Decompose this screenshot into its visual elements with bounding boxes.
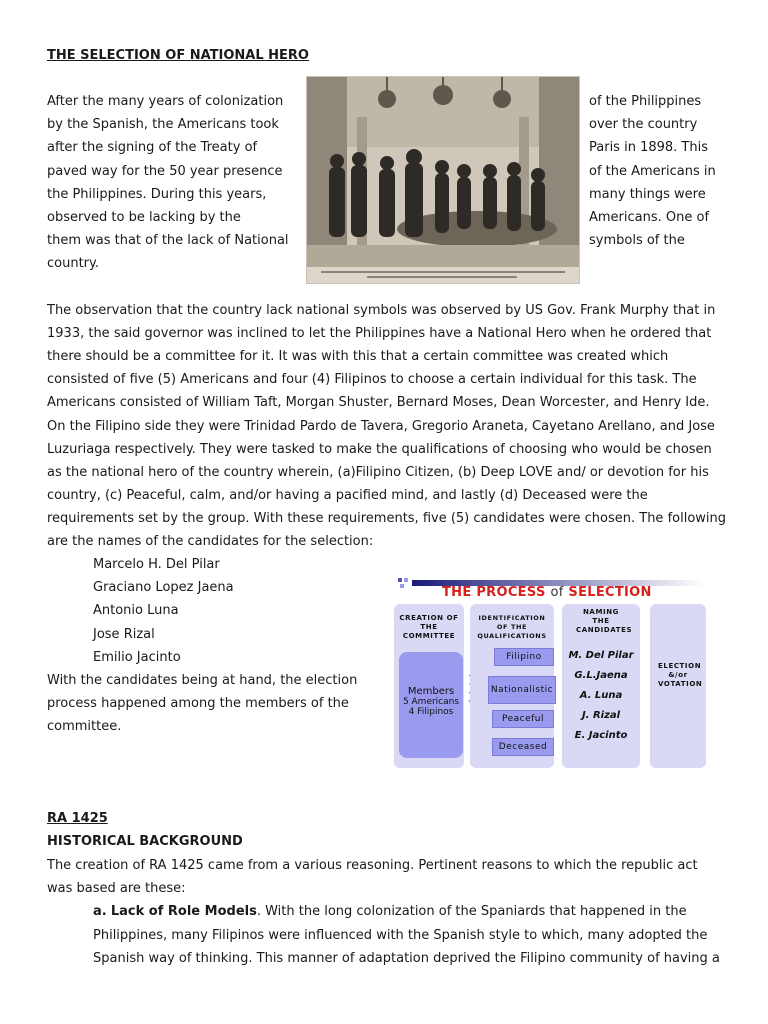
diagram-title-selection: SELECTION [568,585,652,600]
members-box [399,652,463,758]
column-heading: NAMING THE CANDIDATES [576,608,633,634]
qualification-deceased: Deceased [492,738,554,756]
body-line: as the national hero of the country wherein, (a)Filipino Citizen, (b) Deep LOVE and/ or devotion for his [47,465,709,480]
column-heading: CREATION OF THE COMMITTEE [399,614,459,640]
candidate-name: J. Rizal [581,710,621,721]
wrap-left-line: observed to be lacking by the [47,210,241,225]
qualification-filipino: Filipino [494,648,554,666]
process-of-selection-diagram [394,576,710,772]
body-line: Spanish way of thinking. This manner of adaptation deprived the Filipino community of having a [93,951,720,966]
body-line: The observation that the country lack national symbols was observed by US Gov. Frank Murphy that in [47,303,716,318]
diagram-title-process: THE PROCESS [442,585,546,600]
body-line: there should be a committee for it. It was with this that a certain committee was created which [47,349,669,364]
column-qualifications [470,604,554,768]
candidate-item: Jose Rizal [93,627,155,642]
diagram-title-of: of [550,585,564,600]
body-line: 1933, the said governor was inclined to let the Philippines have a National Hero when he ordered that [47,326,712,341]
body-line: With the candidates being at hand, the election [47,673,358,688]
members-americans: 5 Americans [402,697,460,707]
section-subheading: HISTORICAL BACKGROUND [47,834,243,849]
body-line: was based are these: [47,881,186,896]
list-item-label: a. [93,904,107,919]
wrap-right-line: of the Philippines [589,94,702,109]
wrap-left-line: the Philippines. During this years, [47,187,267,202]
column-heading: ELECTION &/or VOTATION [658,662,703,688]
wrap-left-line: paved way for the 50 year presence [47,164,283,179]
candidate-name: A. Luna [579,690,623,701]
column-heading: IDENTIFICATION OF THE QUALIFICATIONS [477,614,547,640]
diagram-title [442,585,652,600]
wrap-right-line: Americans. One of [589,210,710,225]
candidate-item: Marcelo H. Del Pilar [93,557,220,572]
list-item-text: . With the long colonization of the Spaniards that happened in the [256,904,687,919]
wrap-left-line: After the many years of colonization [47,94,284,109]
wrap-right-line: over the country [589,117,698,132]
treaty-signing-engraving [306,76,580,284]
list-item-title: Lack of Role Models [110,904,257,919]
wrap-right-line: symbols of the [589,233,685,248]
body-line: country, (c) Peaceful, calm, and/or having a pacified mind, and lastly (d) Deceased were the [47,488,648,503]
column-candidates [562,604,640,768]
body-line: On the Filipino side they were Trinidad Pardo de Tavera, Gregorio Araneta, Cayetano Arellano, and Jose [47,419,715,434]
body-line: The creation of RA 1425 came from a various reasoning. Pertinent reasons to which the republic act [47,858,698,873]
body-line: process happened among the members of the [47,696,349,711]
wrap-right-line: many things were [589,187,706,202]
wrap-left-line: country. [47,256,99,271]
document-title: THE SELECTION OF NATIONAL HERO [47,48,309,63]
body-line: Luzuriaga respectively. They were tasked to make the qualifications of choosing who would be chosen [47,442,712,457]
members-title: Members [407,686,455,697]
wrap-left-line: after the signing of the Treaty of [47,140,258,155]
wrap-left-line: them was that of the lack of National [47,233,289,248]
wrap-right-line: Paris in 1898. This [589,140,708,155]
wrap-right-line: of the Americans in [589,164,716,179]
body-line: Philippines, many Filipinos were influenced with the Spanish style to which, many adopted the [93,928,708,943]
section-heading: RA 1425 [47,811,108,826]
candidate-item: Antonio Luna [93,603,179,618]
candidate-item: Emilio Jacinto [93,650,181,665]
body-line: Americans consisted of William Taft, Morgan Shuster, Bernard Moses, Dean Worcester, and Henry Ide. [47,395,710,410]
column-creation [394,604,464,768]
qualification-nationalistic: Nationalistic [488,676,556,704]
members-filipinos: 4 Filipinos [408,707,454,717]
candidate-item: Graciano Lopez Jaena [93,580,234,595]
list-item-a [93,904,687,920]
wrap-left-line: by the Spanish, the Americans took [47,117,279,132]
candidate-name: M. Del Pilar [568,650,634,661]
body-line: requirements set by the group. With these requirements, five (5) candidates were chosen. The following [47,511,727,526]
candidate-name: E. Jacinto [574,730,628,741]
candidate-name: G.L.Jaena [574,670,628,681]
column-election [650,604,706,768]
body-line: consisted of five (5) Americans and four (4) Filipinos to choose a certain individual for this task. The [47,372,697,387]
qualification-peaceful: Peaceful [492,710,554,728]
body-line: committee. [47,719,122,734]
body-line: are the names of the candidates for the selection: [47,534,374,549]
